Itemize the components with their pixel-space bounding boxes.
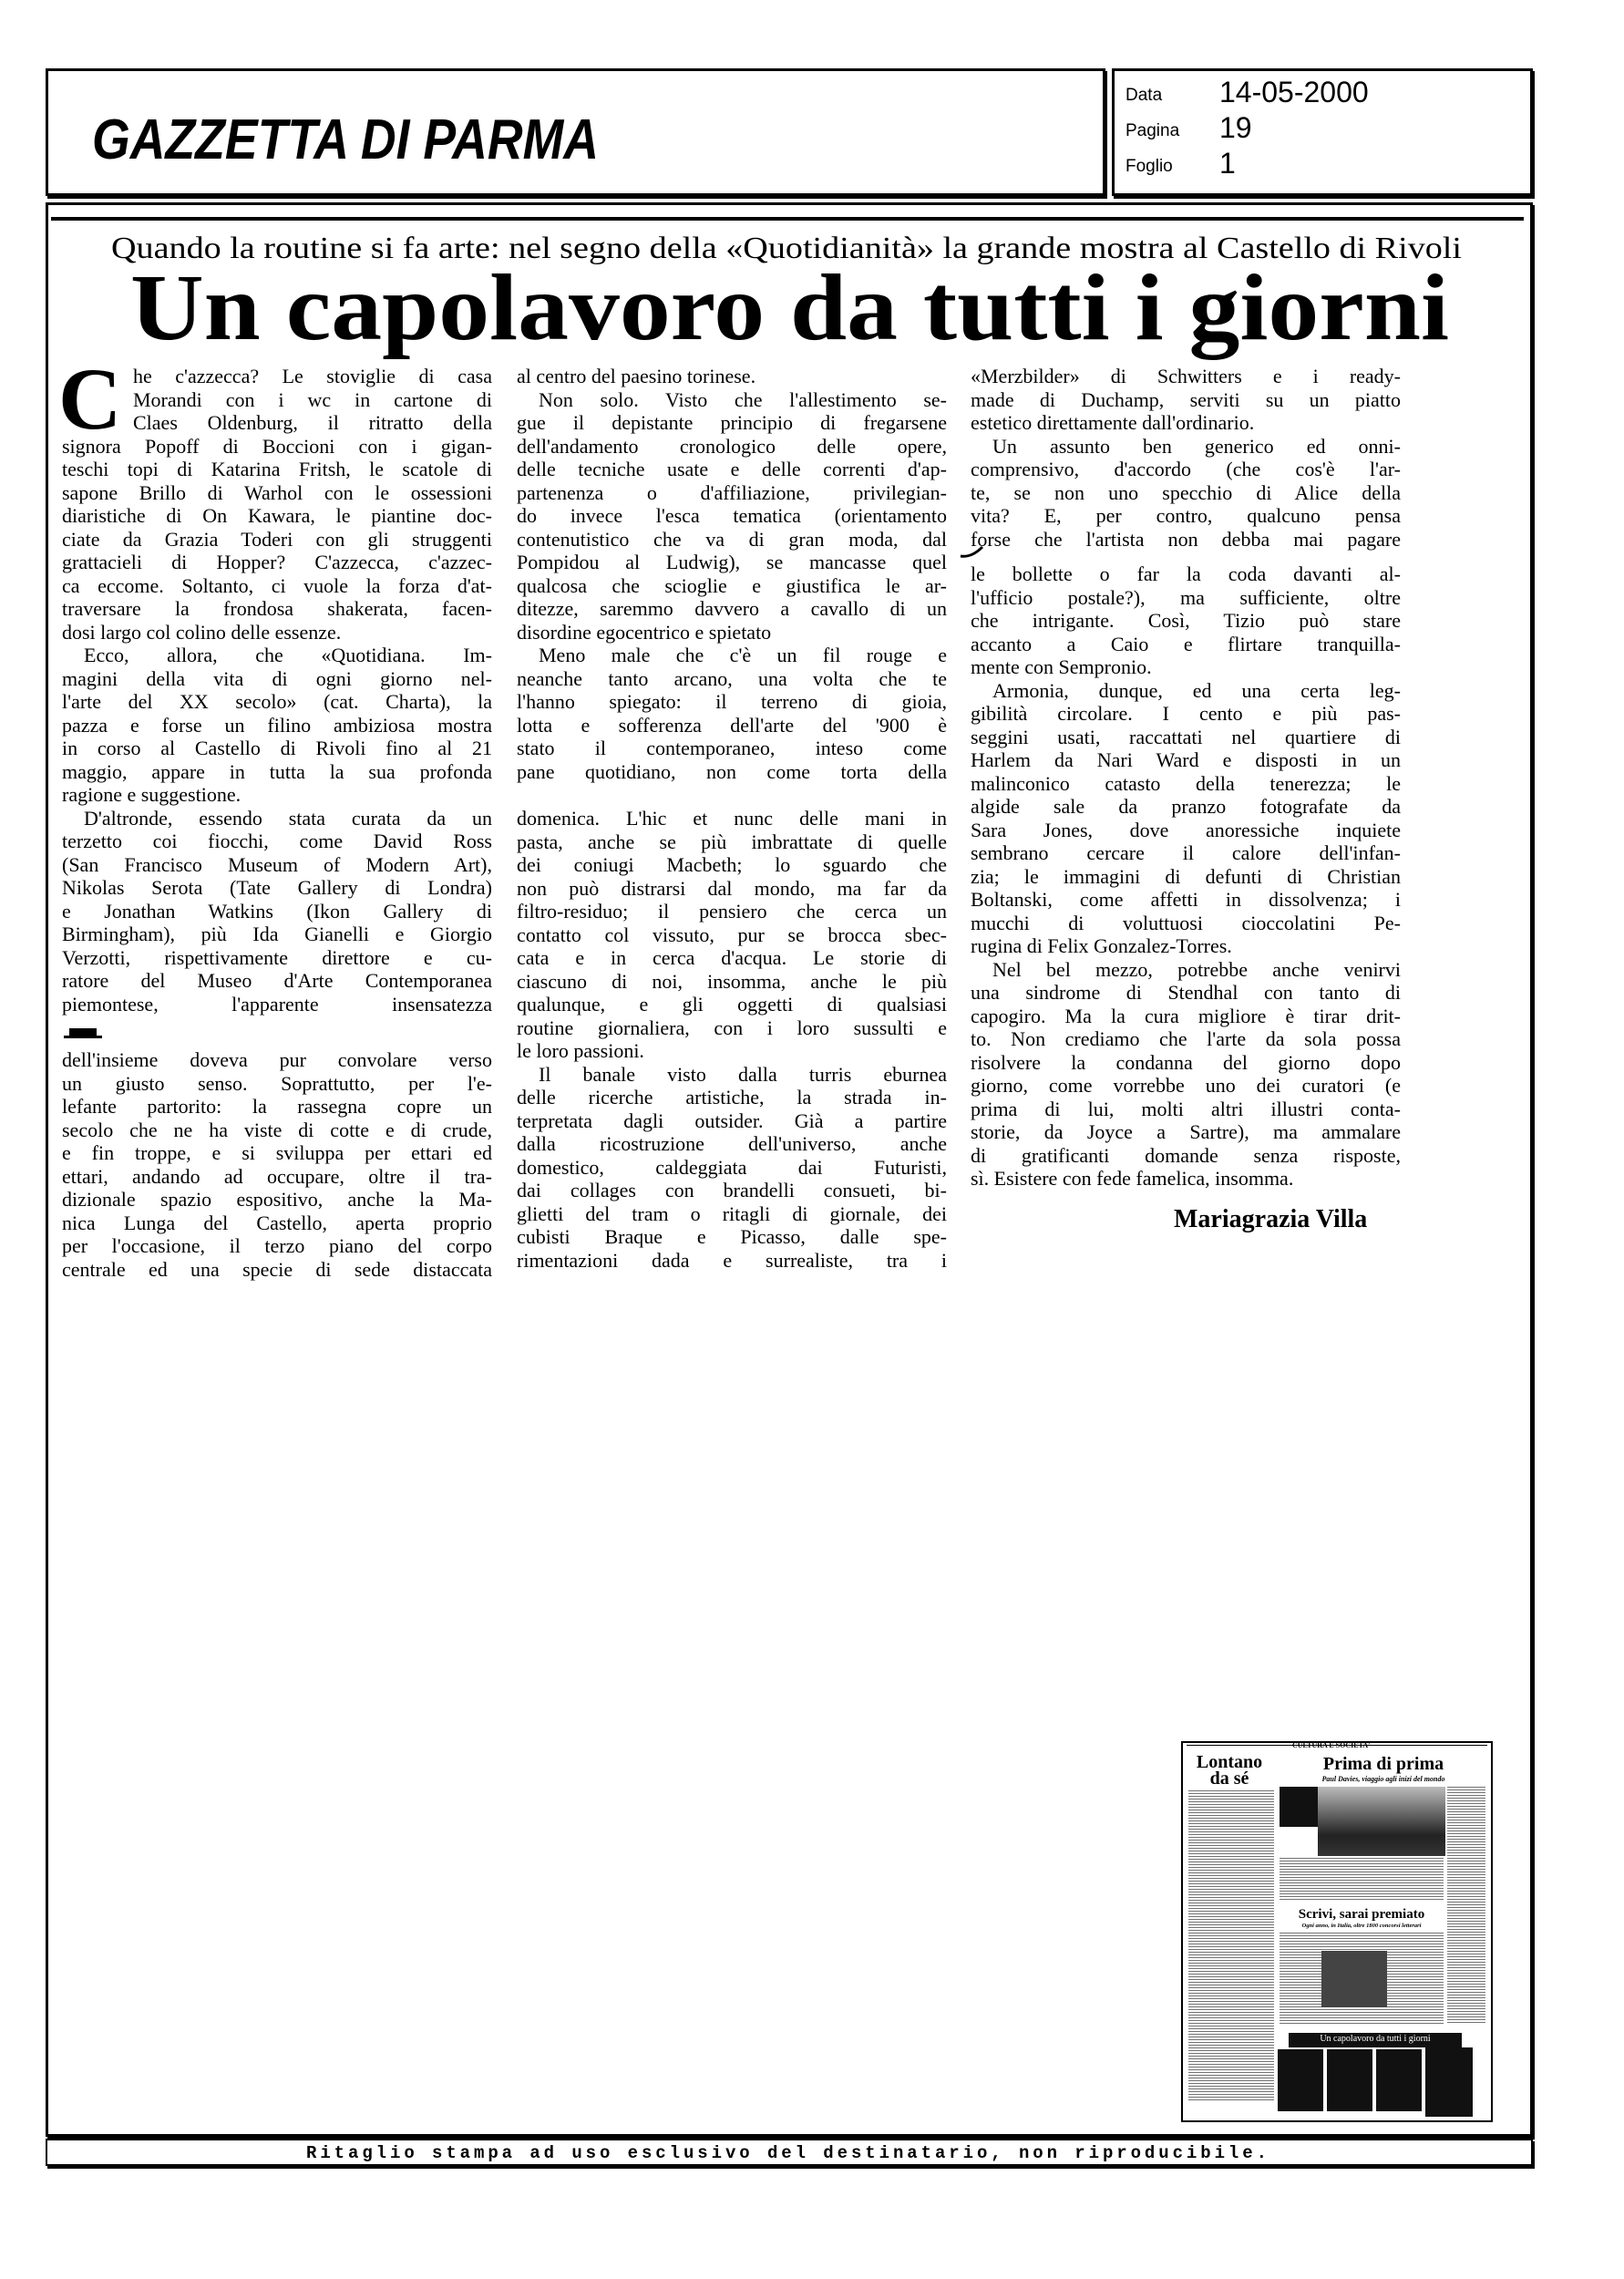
continuation-mark-base — [64, 1036, 102, 1038]
text-line: qualunque, e gli oggetti di qualsiasi — [517, 993, 947, 1016]
thumb-headline-main: Prima di prima — [1322, 1754, 1444, 1774]
text-line: Birmingham), più Ida Gianelli e Giorgio — [62, 923, 492, 945]
thumb-illustration — [1321, 1951, 1387, 2007]
title-text: Un capolavoro da tutti i giorni — [130, 264, 1449, 360]
text-line: l'hanno spiegato: il terreno di gioia, — [517, 690, 947, 713]
footer-notice — [0, 2139, 1624, 2166]
drop-cap: C — [58, 350, 122, 448]
text-line: forse che l'artista non debba mai pagare — [971, 527, 1401, 551]
thumb-subhead-mid: Ogni anno, in Italia, oltre 1800 concorsi letterari — [1301, 1923, 1422, 1929]
thumb-text-column — [1280, 1858, 1444, 1902]
text-line: gue il depistante principio di fregarsene — [517, 411, 947, 434]
text-line: stato il contemporaneo, inteso come — [517, 737, 947, 759]
text-line: al centro del paesino torinese. — [517, 365, 756, 387]
text-line: sembrano cercare il calore dell'infan- — [971, 841, 1401, 864]
text-line: l'ufficio postale?), ma sufficiente, oltre — [971, 585, 1401, 609]
top-rule — [51, 217, 1524, 221]
text-line: di gratificanti domande senza risposte, — [971, 1143, 1401, 1167]
thumb-headline-left: Lontano da sé — [1196, 1752, 1263, 1789]
column-1-bottom — [62, 1048, 492, 1281]
curve-mark-icon — [959, 545, 986, 560]
text-line: to. Non crediamo che l'arte da sola possa — [971, 1027, 1401, 1050]
text-line: terzetto coi fiocchi, come David Ross — [62, 830, 492, 852]
text-line: Un assunto ben generico ed onni- — [992, 434, 1401, 458]
text-line: pasta, anche se più imbrattate di quelle — [517, 830, 947, 853]
text-line: diaristiche di On Kawara, le piantine doc- — [62, 504, 492, 527]
text-line: ciascuno di noi, insomma, anche le più — [517, 969, 947, 993]
thumb-dark-column — [1376, 2049, 1422, 2111]
text-line: teschi topi di Katarina Fritsh, le scatole di — [62, 458, 492, 480]
text-line: dell'andamento cronologico delle opere, — [517, 434, 947, 458]
text-line: Boltanski, come affetti in dissolvenza; i — [971, 888, 1401, 911]
text-line: algide sale da pranzo fotografate da — [971, 795, 1401, 818]
text-line: piemontese, l'apparente insensatezza — [62, 992, 492, 1016]
text-line: dizionale spazio espositivo, anche la Ma- — [62, 1188, 492, 1211]
text-line: Pompidou al Ludwig), se mancasse quel — [517, 551, 947, 573]
text-line: neanche tanto arcano, una volta che te — [517, 666, 947, 690]
text-line: Verzotti, rispettivamente direttore e cu- — [62, 945, 492, 969]
masthead-box — [46, 68, 1105, 196]
date-value: 14-05-2000 — [1219, 76, 1369, 108]
text-line: vita? E, per contro, qualcuno pensa — [971, 504, 1401, 527]
text-line: he c'azzecca? Le stoviglie di casa — [133, 365, 492, 387]
text-line: accanto a Caio e flirtare tranquilla- — [971, 632, 1401, 655]
text-line: disordine egocentrico e spietato — [517, 620, 772, 644]
text-line: terpretata dagli outsider. Già a partire — [517, 1109, 947, 1132]
text-line: «Merzbilder» di Schwitters e i ready- — [971, 365, 1401, 387]
text-line: non può distrarsi dal mondo, ma far da — [517, 876, 947, 900]
text-line: ratore del Museo d'Arte Contemporanea — [62, 969, 492, 992]
text-line: nica Lunga del Castello, aperta proprio — [62, 1211, 492, 1234]
date-label: Data — [1125, 86, 1163, 105]
page-value: 19 — [1219, 111, 1252, 144]
text-line: (San Francisco Museum of Modern Art), — [62, 852, 492, 876]
text-line: ca eccome. Soltanto, ci vuole la forza d'at- — [62, 573, 492, 597]
column-2-top — [517, 365, 947, 783]
text-line: cubisti Braque e Picasso, dalle spe- — [517, 1225, 947, 1248]
continuation-mark-icon — [69, 1028, 97, 1036]
text-line: le loro passioni. — [517, 1039, 644, 1062]
text-line: partenenza o d'affiliazione, privilegian- — [517, 480, 947, 504]
column-3-top — [971, 365, 1401, 551]
sheet-value: 1 — [1219, 147, 1236, 180]
text-line: ciate da Grazia Toderi con gli struggenti — [62, 527, 492, 551]
thumb-subhead-main: Paul Davies, viaggio agli inizi del mondo — [1321, 1775, 1445, 1783]
thumb-section: CULTURA E SOCIETA' — [1292, 1741, 1371, 1749]
text-line: Non solo. Visto che l'allestimento se- — [539, 387, 947, 411]
metadata-box — [1112, 68, 1533, 196]
text-line: Nikolas Serota (Tate Gallery di Londra) — [62, 876, 492, 899]
text-line: lotta e sofferenza dell'arte del '900 è — [517, 713, 947, 737]
text-line: che intrigante. Così, Tizio può stare — [971, 609, 1401, 632]
text-line: capogiro. Ma la cura migliore è tirar drit- — [971, 1004, 1401, 1027]
logo-text: GAZZETTA DI PARMA — [92, 108, 599, 171]
text-line: ettari, andando ad occupare, oltre il tra- — [62, 1164, 492, 1188]
text-line: grattacieli di Hopper? C'azzecca, c'azzec- — [62, 551, 492, 573]
thumb-headline-bottom: Un capolavoro da tutti i giorni — [1320, 2034, 1431, 2044]
text-line: delle tecniche usate e delle correnti d'ap- — [517, 458, 947, 480]
sheet-label: Foglio — [1125, 157, 1173, 176]
text-line: storie, da Joyce a Sartre), ma ammalare — [971, 1120, 1401, 1143]
thumb-dark-column — [1327, 2049, 1372, 2111]
text-line: Meno male che c'è un fil rouge e — [539, 644, 947, 666]
text-line: cata e in cerca d'acqua. Le storie di — [517, 946, 947, 969]
page-thumbnail — [1181, 1741, 1493, 2122]
author-signature: Mariagrazia Villa — [1174, 1205, 1368, 1233]
kicker-text: Quando la routine si fa arte: nel segno della «Quotidianità» la grande mostra al Castello di Rivoli — [111, 232, 1462, 265]
text-line: le bollette o far la coda davanti al- — [971, 562, 1401, 585]
text-line: e Jonathan Watkins (Ikon Gallery di — [62, 899, 492, 923]
footer-notice-text: Ritaglio stampa ad uso esclusivo del destinatario, non riproducibile. — [306, 2143, 1267, 2163]
text-line: magini della vita di ogni giorno nel- — [62, 666, 492, 690]
text-line: dei coniugi Macbeth; lo sguardo che — [517, 853, 947, 876]
text-line: in corso al Castello di Rivoli fino al 21 — [62, 737, 492, 759]
text-line: te, se non uno specchio di Alice della — [971, 480, 1401, 504]
thumb-dark-column — [1278, 2049, 1323, 2111]
text-line: per l'occasione, il terzo piano del corpo — [62, 1234, 492, 1257]
text-line: dai collages con brandelli consueti, bi- — [517, 1179, 947, 1201]
text-line: routine giornaliera, con i loro sussulti e — [517, 1016, 947, 1039]
article-title — [0, 264, 1624, 365]
text-line: domenica. L'hic et nunc delle mani in — [517, 807, 947, 830]
text-line: rugina di Felix Gonzalez-Torres. — [971, 934, 1232, 957]
text-line: sì. Esistere con fede famelica, insomma. — [971, 1167, 1294, 1190]
text-line: un giusto senso. Soprattutto, per l'e- — [62, 1071, 492, 1095]
text-line: qualcosa che scioglie e giustifica le ar- — [517, 573, 947, 597]
text-line: filtro-residuo; il pensiero che cerca un — [517, 900, 947, 923]
column-1-top — [58, 350, 492, 1016]
text-line: centrale ed una specie di sede distaccata — [62, 1257, 492, 1281]
text-line: contatto col vissuto, pur se brocca sbec- — [517, 923, 947, 946]
column-2-bottom — [517, 807, 947, 1272]
text-line: Armonia, dunque, ed una certa leg- — [992, 678, 1401, 702]
text-line: ragione e suggestione. — [62, 783, 242, 806]
text-line: giorno, come vorrebbe uno dei curatori (e — [971, 1074, 1401, 1097]
text-line: Il banale visto dalla turris eburnea — [539, 1062, 947, 1086]
text-line: Ecco, allora, che «Quotidiana. Im- — [84, 644, 492, 666]
text-line: pazza e forse un filino ambiziosa mostra — [62, 713, 492, 737]
text-line: e fin troppe, e si sviluppa per ettari ed — [62, 1141, 492, 1164]
text-line: maggio, appare in tutta la sua profonda — [62, 759, 492, 783]
text-line: zia; le immagini di defunti di Christian — [971, 864, 1401, 888]
thumb-text-column — [1447, 1787, 1485, 2024]
text-line: gibilità circolare. I cento e più pas- — [971, 702, 1401, 725]
text-line: estetico direttamente dall'ordinario. — [971, 411, 1255, 434]
thumb-photo-landscape — [1318, 1787, 1445, 1856]
text-line: Sara Jones, dove anoressiche inquiete — [971, 818, 1401, 841]
text-line: mente con Sempronio. — [971, 655, 1152, 678]
text-line: signora Popoff di Boccioni con i gigan- — [62, 434, 492, 458]
page-label: Pagina — [1125, 121, 1180, 140]
text-line: rimentazioni dada e surrealiste, tra i — [517, 1248, 947, 1272]
text-line: mucchi di voluttuosi cioccolatini Pe- — [971, 911, 1401, 934]
text-line: una sindrome di Stendhal con tanto di — [971, 981, 1401, 1004]
text-line: seggini usati, raccattati nel quartiere di — [971, 725, 1401, 748]
text-line: domestico, caldeggiata dai Futuristi, — [517, 1155, 947, 1179]
text-line: traversare la frondosa shakerata, facen- — [62, 597, 492, 620]
text-line: Harlem da Nari Ward e disposti in un — [971, 748, 1401, 771]
text-line: prima di lui, molti altri illustri conta- — [971, 1097, 1401, 1120]
text-line: risolvere la condanna del giorno dopo — [971, 1050, 1401, 1074]
thumb-text-column — [1188, 1790, 1274, 2100]
text-line: dosi largo col colino delle essenze. — [62, 620, 342, 644]
text-line: pane quotidiano, non come torta della — [517, 759, 947, 783]
text-line: ditezze, saremmo davvero a cavallo di un — [517, 597, 947, 620]
thumb-headline-mid: Scrivi, sarai premiato — [1298, 1907, 1425, 1922]
text-line: glietti del tram o ritagli di giornale, dei — [517, 1201, 947, 1225]
text-line: do invece l'esca tematica (orientamento — [517, 504, 947, 527]
text-line: lefante partorito: la rassegna copre un — [62, 1095, 492, 1118]
newspaper-logo — [90, 108, 655, 171]
text-line: Morandi con i wc in cartone di — [133, 387, 492, 411]
text-line: made di Duchamp, serviti su un piatto — [971, 387, 1401, 411]
text-line: secolo che ne ha viste di cotte e di crude, — [62, 1118, 492, 1141]
text-line: malinconico catasto della tenerezza; le — [971, 771, 1401, 795]
text-line: dell'insieme doveva pur convolare verso — [62, 1048, 492, 1071]
text-line: sapone Brillo di Warhol con le ossessioni — [62, 480, 492, 504]
text-line: Nel bel mezzo, potrebbe anche venirvi — [992, 957, 1401, 981]
article-kicker — [0, 226, 1624, 266]
column-3-bottom — [971, 562, 1401, 1191]
text-line: D'altronde, essendo stata curata da un — [84, 806, 492, 830]
text-line: delle ricerche artistiche, la strada in- — [517, 1086, 947, 1109]
text-line: l'arte del XX secolo» (cat. Charta), la — [62, 690, 492, 713]
text-line: contenutistico che va di gran moda, dal — [517, 527, 947, 551]
text-line: dalla ricostruzione dell'universo, anche — [517, 1132, 947, 1155]
text-line: comprensivo, d'accordo (che cos'è l'ar- — [971, 458, 1401, 480]
text-line: Claes Oldenburg, il ritratto della — [133, 411, 492, 434]
thumb-dark-column — [1425, 2047, 1473, 2117]
